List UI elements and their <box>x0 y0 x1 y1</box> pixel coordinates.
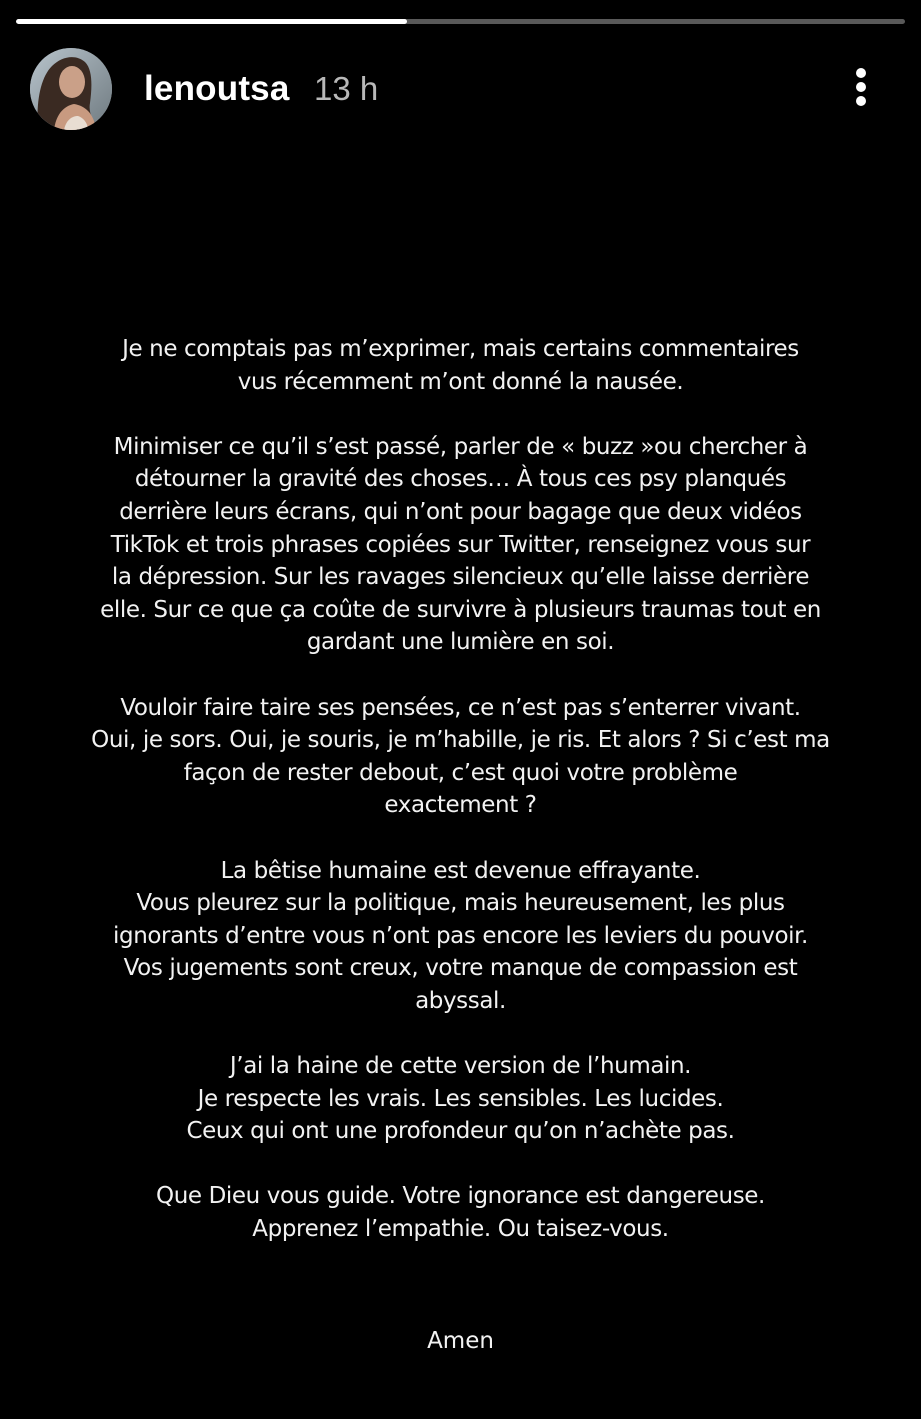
story-text-line: exactement ? <box>384 792 537 819</box>
story-progress-fill <box>16 19 407 24</box>
story-paragraph <box>40 333 881 398</box>
story-text-line: façon de rester debout, c’est quoi votre problème <box>183 759 738 786</box>
username[interactable]: lenoutsa <box>144 69 290 108</box>
story-paragraph <box>40 855 881 1018</box>
story-progress-bar <box>16 19 905 24</box>
story-paragraph <box>40 1180 881 1245</box>
story-text-line: Je respecte les vrais. Les sensibles. Les lucides. <box>197 1085 724 1112</box>
more-icon-dot <box>856 96 866 106</box>
more-icon-dot <box>856 82 866 92</box>
story-text-line: Apprenez l’empathie. Ou taisez-vous. <box>252 1216 669 1243</box>
story-text <box>40 333 881 1278</box>
story-text-line: ignorants d’entre vous n’ont pas encore les leviers du pouvoir. <box>113 922 808 949</box>
story-text-line: détourner la gravité des choses… À tous ces psy planqués <box>134 466 787 493</box>
story-closing-text: Amen <box>427 1328 494 1354</box>
story-paragraph <box>40 431 881 659</box>
story-timestamp: 13 h <box>314 70 379 107</box>
story-text-line: Que Dieu vous guide. Votre ignorance est dangereuse. <box>156 1183 765 1210</box>
story-text-line: J’ai la haine de cette version de l’humain. <box>229 1053 692 1080</box>
story-paragraph <box>40 692 881 822</box>
more-vertical-icon[interactable] <box>841 62 881 112</box>
avatar[interactable] <box>30 48 112 130</box>
story-text-line: La bêtise humaine est devenue effrayante. <box>220 857 701 884</box>
story-text-line: vus récemment m’ont donné la nausée. <box>237 368 684 395</box>
story-text-line: la dépression. Sur les ravages silencieux qu’elle laisse derrière <box>111 564 810 591</box>
story-text-line: Vouloir faire taire ses pensées, ce n’est pas s’enterrer vivant. <box>120 694 801 721</box>
story-header <box>30 48 891 132</box>
story-text-line: Oui, je sors. Oui, je souris, je m’habille, je ris. Et alors ? Si c’est ma <box>91 727 830 754</box>
story-text-line: Vous pleurez sur la politique, mais heureusement, les plus <box>136 890 785 917</box>
story-text-line: elle. Sur ce que ça coûte de survivre à plusieurs traumas tout en <box>100 596 821 623</box>
story-text-line: derrière leurs écrans, qui n’ont pour bagage que deux vidéos <box>119 498 802 525</box>
story-text-line: abyssal. <box>415 987 506 1014</box>
avatar-photo <box>30 48 112 130</box>
story-text-line: TikTok et trois phrases copiées sur Twitter, renseignez vous sur <box>110 531 811 558</box>
story-text-line: Ceux qui ont une profondeur qu’on n’achète pas. <box>186 1118 735 1145</box>
story-text-line: Je ne comptais pas m’exprimer, mais certains commentaires <box>122 336 799 362</box>
story-text-line: Vos jugements sont creux, votre manque de compassion est <box>123 955 798 982</box>
story-text-line: gardant une lumière en soi. <box>306 629 615 656</box>
story-paragraph <box>40 1050 881 1148</box>
story-text-line: Minimiser ce qu’il s’est passé, parler de « buzz »ou chercher à <box>113 433 808 460</box>
more-icon-dot <box>856 68 866 78</box>
